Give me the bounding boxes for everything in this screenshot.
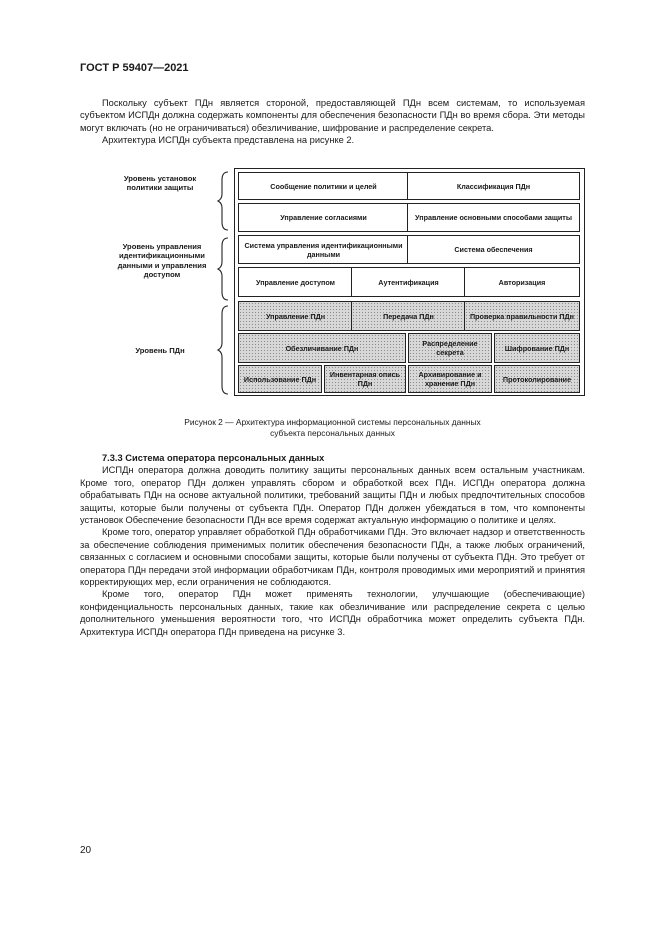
cell-pdn-management: Управление ПДн [238, 301, 353, 331]
intro-text [80, 97, 585, 147]
brace-policy [218, 172, 228, 230]
cell-pdn-anonymization: Обезличивание ПДн [238, 333, 406, 363]
intro-paragraph-2: Архитектура ИСПДн субъекта представлена на рисунке 2. [102, 135, 355, 146]
brace-pdn [218, 306, 228, 394]
cell-identity-management: Система управления идентификационными данными [238, 235, 409, 264]
section-paragraph-2: Кроме того, оператор управляет обработкой ПДн обработчиками ПДн. Это включает надзор и ответственность за обеспечение соблюдения применимых политик обеспечения безопасности ПДн, а также любых ограничений, связанных с согласием и основными способами защиты, которые были получены от субъекта ПДн. Это требует от оператора ПДн передачи этой информации обработчикам ПДн, контроля проводимых ими мероприятий и принятия корректирующих мер, если ограничения не соблюдаются. [80, 527, 585, 588]
cell-pdn-validation: Проверка правильности ПДн [464, 301, 580, 331]
cell-secret-sharing: Распределение секрета [408, 333, 492, 363]
cell-pdn-usage: Использование ПДн [238, 365, 322, 393]
cell-access-management: Управление доступом [238, 267, 353, 297]
section-title: 7.3.3 Система оператора персональных данных [102, 453, 325, 463]
cell-authorization: Авторизация [464, 267, 580, 297]
intro-paragraph-1: Поскольку субъект ПДн является стороной, предоставляющей ПДн всем системам, то используемая субъектом ИСПДн должна содержать компоненты для обеспечения безопасности ПДн во время сбора. Эти методы могут включать (но не ограничиваться) обезличивание, шифрование и распределение секрета. [80, 98, 585, 133]
cell-pdn-encryption: Шифрование ПДн [494, 333, 580, 363]
cell-logging: Протоколирование [494, 365, 580, 393]
section-7-3-3 [80, 452, 585, 638]
caption-line-2: субъекта персональных данных [270, 428, 395, 438]
page-number: 20 [80, 845, 92, 856]
cell-protection-methods: Управление основными способами защиты [407, 203, 580, 232]
diagram-frame [234, 168, 585, 396]
cell-pdn-inventory: Инвентарная опись ПДн [324, 365, 406, 393]
cell-policy-messages: Сообщение политики и целей [238, 172, 409, 200]
cell-pdn-classification: Классификация ПДн [407, 172, 580, 200]
section-paragraph-3: Кроме того, оператор ПДн может применять технологии, улучшающие (обеспечивающие) конфиденциальность персональных данных, такие как обезличивание или распределение секрета с целью дополнительного уменьшения вероятности того, что ИСПДн обработчика может определить субъекта ПДн. Архитектура ИСПДн оператора ПДн приведена на рисунке 3. [80, 589, 585, 637]
level-label-pdn: Уровень ПДн [135, 346, 185, 355]
level-label-idm: Уровень управления идентификационными данными и управления доступом [117, 242, 207, 280]
brace-idm [218, 238, 228, 300]
cell-consent-management: Управление согласиями [238, 203, 409, 232]
figure-caption [80, 417, 585, 439]
cell-pdn-transfer: Передача ПДн [351, 301, 466, 331]
section-paragraph-1: ИСПДн оператора должна доводить политику защиты персональных данных всем остальным участникам. Кроме того, оператор ПДн должен управлять сбором и обработкой всех ПДн. ИСПДн оператора должна обрабатывать ПДн на основе актуальной политики, требований защиты ПДн и любых предпочтительных способов защиты, которые были получены от субъекта ПДн. Оператор ПДн должен убеждаться в том, что компоненты установок Обеспечение безопасности ПДн все время содержат актуальную информацию о политике и целях. [80, 465, 585, 526]
cell-authentication: Аутентификация [351, 267, 466, 297]
level-braces [216, 168, 232, 404]
architecture-diagram [110, 168, 590, 404]
caption-line-1: Рисунок 2 — Архитектура информационной системы персональных данных [184, 417, 481, 427]
level-label-policy: Уровень установок политики защиты [123, 174, 197, 193]
document-header: ГОСТ Р 59407—2021 [80, 62, 189, 74]
cell-support-system: Система обеспечения [407, 235, 580, 264]
cell-pdn-archiving: Архивирование и хранение ПДн [408, 365, 492, 393]
